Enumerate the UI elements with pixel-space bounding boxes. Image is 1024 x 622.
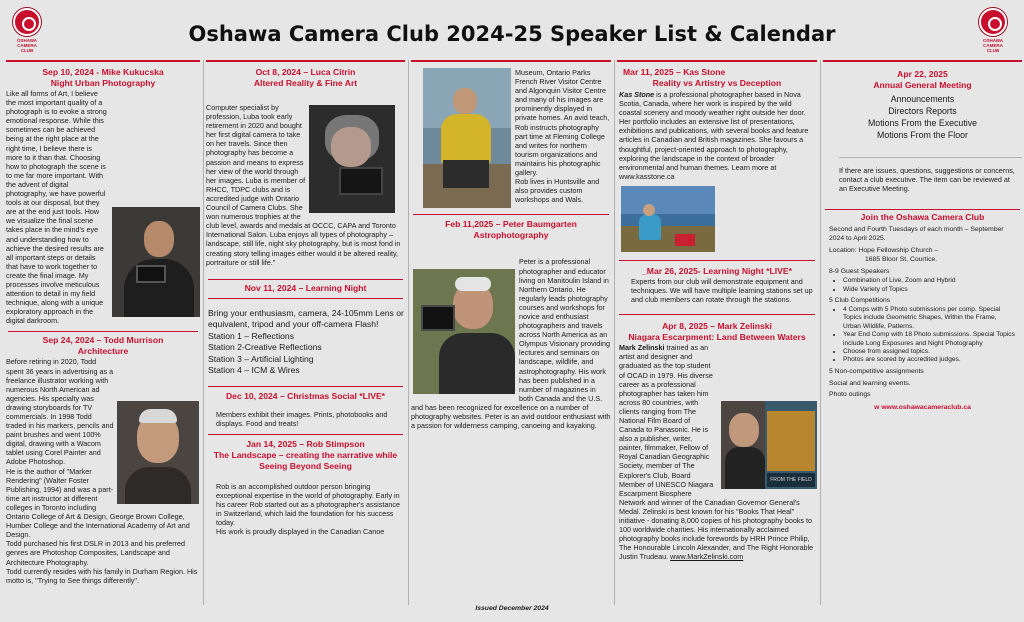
event-heading: Mar 11, 2025 – Kas Stone: [623, 67, 726, 77]
speaker-website-link[interactable]: www.MarkZelinski.com: [670, 552, 744, 562]
speaker-name: Mark Zelinski: [619, 343, 665, 353]
event-description: Computer specialist by profession, Luba took early retirement in 2020 and bought her first digital camera to take on her travels. Since then photography has become a passion and means to express her view of the world through her images. Luba is member of RHCC, TDPC clubs and is accredited judge with Ontario Council of Camera Clubs. She won numerous trophies at the club level, awards and medals at OCCC, CAPA and Toronto International Salon. Luba enjoys all types of photography – landscape, still life, night sky photography, but is most fond in creating story telling images either would it be altered reality, portraiture or still life.": [206, 103, 401, 267]
event-heading: _Mar 26, 2025- Learning Night *LIVE*: [642, 265, 792, 276]
club-feature: 5 Non-competitive assignments: [829, 367, 924, 375]
club-logo-left: OSHAWA CAMERA CLUB: [11, 8, 43, 54]
event-subheading: Astrophotography: [473, 230, 549, 241]
event-description: Peter is a professional photographer and educator living on Manitoulin Island in Northern Ontario. He regularly leads photography courses and workshops for novice and enthusiast photographers and travels across North America as an Olympus Visionary providing lectures and seminars on landscape, wildlife, and astrophotography. His work has been published in a number of magazines in both Canada and the U.S. and has been recognized for excellence on a number of photography websites. Peter is an avid outdoor enthusiast with a passion for wilderness camping, canoeing and kayaking.: [411, 257, 611, 431]
event-description: Members exhibit their images. Prints, photobooks and displays. Food and treats!: [216, 409, 388, 428]
page-title: Oshawa Camera Club 2024-25 Speaker List & Calendar: [188, 22, 836, 46]
event-description: Like all forms of Art, I believe the most important quality of a photograph is to evoke a strong emotional response. While this sometimes can be achieved being at the right place at the right time, I believe there is more to it than that. Choosing how to photograph the scene is to me far more important. With the advent of digital photography, we have powerful tools at our disposal, but they are at the end just tools. How we visualize the final scene takes place in the mind's eye and understanding how to achieve the desired results are all important steps or details that have to work together to create the final image. My processes involve meticulous attention to detail in my field technique, along with a unique exploratory approach in the digital darkroom.: [6, 89, 107, 326]
event-heading: Sep 24, 2024 – Todd Murrison: [42, 335, 164, 346]
event-heading: Oct 8, 2024 – Luca Citrin: [255, 67, 356, 77]
speaker-photo-luba: [309, 105, 395, 213]
event-description: Rob lives in Huntsville and also provides custom workshops and Wals.: [515, 177, 600, 205]
event-subheading: The Landscape – creating the narrative while Seeing Beyond Seeing: [213, 449, 398, 471]
event-subheading: Night Urban Photography: [50, 78, 156, 88]
issued-date: Issued December 2024: [475, 605, 549, 612]
meeting-address: 1685 Bloor St, Courtice.: [865, 255, 938, 263]
event-heading: Jan 14, 2025 – Rob Stimpson: [246, 438, 365, 449]
speaker-photo-kas: [621, 186, 715, 252]
event-description: Experts from our club will demonstrate equipment and techniques. We will have multiple learning stations set up and club members can rotate through the stations.: [631, 276, 813, 305]
event-description: Before retiring in 2020, Todd spent 36 years in advertising as a freelance illustrator working with numerous North American ad agencies. His specialty was drawing storyboards for TV commercials. In 1998 Todd traded in his markers, pencils and paint brushes and went 100% digital, drawing with a Wacom tablet using Corel Painter and Adobe Photoshop.: [6, 357, 114, 467]
agm-item: Announcements: [890, 94, 955, 104]
event-description: His work is proudly displayed in the Canadian Canoe: [216, 527, 385, 537]
speaker-photo-rob: [423, 68, 511, 208]
event-subheading: Niagara Escarpment: Land Between Waters: [628, 332, 806, 343]
club-feature: Social and learning events.: [829, 379, 911, 387]
station-item: Station 3 – Artificial Lighting: [208, 353, 314, 364]
event-subheading: Reality vs Artistry vs Deception: [652, 78, 782, 88]
event-description: He is the author of "Marker Rendering" (Walter Foster Publishing, 1994) and was a part-time art instructor at different colleges in Toronto including Ontario College of Art & Design, George Brown College, Humber College and the International Academy of Art and Design.: [6, 466, 190, 540]
event-description: Todd purchased his first DSLR in 2013 and his preferred genres are Photoshop Composites, Landscape and Architecture Photography.: [6, 539, 185, 567]
event-description: Museum, Ontario Parks French River Visitor Centre and Algonquin Visitor Centre and many of his images are prominently displayed in private homes. An avid teach, Rob instructs photography part time at Fleming College and writes for northern tourism organizations and maintains his photographic gallery.: [515, 68, 610, 178]
event-heading: Apr 22, 2025: [897, 69, 948, 79]
speaker-photo-peter: [413, 269, 515, 394]
club-feature: 5 Club Competitions: [829, 297, 891, 305]
book-cover-text: FROM THE FIELD: [767, 473, 815, 487]
agm-item: Motions From the Executive: [867, 118, 978, 128]
join-heading: Join the Oshawa Camera Club: [860, 212, 985, 223]
club-feature-bullet: • Year End Comp with 18 Photo submissions. Special Topics include Long Exposures and Night Photography: [843, 331, 1016, 348]
event-description: Rob is an accomplished outdoor person bringing exceptional expertise in the world of photography. Early in his career Rob started out as a photographer's assistance in Switzerland, which laid the foundation for his success today.: [216, 481, 400, 528]
column-5: [823, 60, 1022, 605]
meeting-location: Location: Hope Fellowship Church –: [829, 246, 939, 254]
station-item: Station 2-Creative Reflections: [208, 342, 322, 353]
club-logo-right: OSHAWA CAMERA CLUB: [977, 8, 1009, 54]
column-2: [206, 60, 405, 605]
club-feature-bullet: • Combination of Live, Zoom and Hybrid: [843, 277, 1016, 285]
column-1: [6, 60, 200, 605]
learning-night-intro: Bring your enthusiasm, camera, 24-105mm Lens or equivalent, tripod and your off-camera Flash!: [208, 307, 404, 330]
club-feature-bullet: • Wide Variety of Topics: [843, 286, 1016, 294]
event-subheading: Architecture: [77, 346, 129, 357]
club-feature-bullet: • 4 Comps with 5 Photo submissions per comp. Special Topics include Geometric Shapes, Within the Frame, Urban Wildlife, Patterns.: [843, 306, 1016, 331]
meeting-schedule: Second and Fourth Tuesdays of each month – September 2024 to April 2025.: [829, 226, 1004, 243]
agm-item: Directors Reports: [888, 106, 957, 116]
event-heading: Nov 11, 2024 – Learning Night: [244, 282, 367, 293]
speaker-photo-todd: [117, 401, 199, 504]
contact-note: If there are issues, questions, suggestions or concerns, contact a club executive. The item can be reviewed at an Executive Meeting.: [839, 166, 1015, 194]
event-description: is a professional photographer based in Nova Scotia, Canada, where her work is inspired by the wild coastal scenery and moody weather right outside her door. Her portfolio includes an extensive list of presentations, exhibitions and publications, with several books and feature articles in Canadian and British magazines. She favours a thoughtful, project-oriented approach to photography, exploring the landscape in the context of broader environmental and human themes. Learn more at www.kasstone.ca: [619, 90, 809, 181]
club-feature: 8-9 Guest Speakers: [829, 268, 890, 276]
station-item: Station 4 – ICM & Wires: [208, 365, 300, 376]
event-heading: Sep 10, 2024 - Mike Kukucska: [42, 67, 164, 77]
club-website-link[interactable]: w www.oshawacameraclub.ca: [874, 404, 971, 412]
event-subheading: Annual General Meeting: [873, 80, 972, 90]
event-heading: Dec 10, 2024 – Christmas Social *LIVE*: [225, 390, 386, 401]
event-description: Todd currently resides with his family in Durham Region. His motto is, "Trying to See things differently".: [6, 566, 198, 585]
station-item: Station 1 – Reflections: [208, 330, 294, 341]
event-heading: Feb 11,2025 – Peter Baumgarten: [445, 219, 577, 230]
event-description: trained as an artist and designer and graduated as the top student of OCAD in 1979. His diverse career as a professional photographer has taken him across 80 countries, with clients ranging from The National Film Board of Canada to Panasonic. He is also a publisher, writer, painter, filmmaker, Fellow of Royal Canadian Geographic Society, member of The Explorer's Club, Board Member of UNESCO Niagara Escarpment Biosphere Network and winner of the Canadian Governor General's Medal. Zelinski is best known for his "Books That Heal" initiative - donating 8,000 copies of his photography books to 100 worldwide charities. His internationally acclaimed photography books include forewords by HRH Prince Philip, The Honourable Lincoln Alexander, and The Right Honorable Justin Trudeau.: [619, 343, 814, 562]
agm-item: Motions From the Floor: [877, 130, 968, 140]
event-subheading: Altered Reality & Fine Art: [253, 78, 358, 88]
column-3: [411, 60, 611, 605]
club-feature-bullet: • Photos are scored by accredited judges.: [843, 356, 1016, 364]
speaker-photo-mike: [112, 207, 200, 317]
column-4: [617, 60, 817, 605]
speaker-photo-mark: [721, 401, 817, 489]
speaker-name: Kas Stone: [619, 90, 655, 99]
club-feature: Photo outings: [829, 391, 871, 399]
event-heading: Apr 8, 2025 – Mark Zelinski: [662, 321, 772, 332]
club-feature-bullet: • Choose from assigned topics.: [843, 348, 1016, 356]
